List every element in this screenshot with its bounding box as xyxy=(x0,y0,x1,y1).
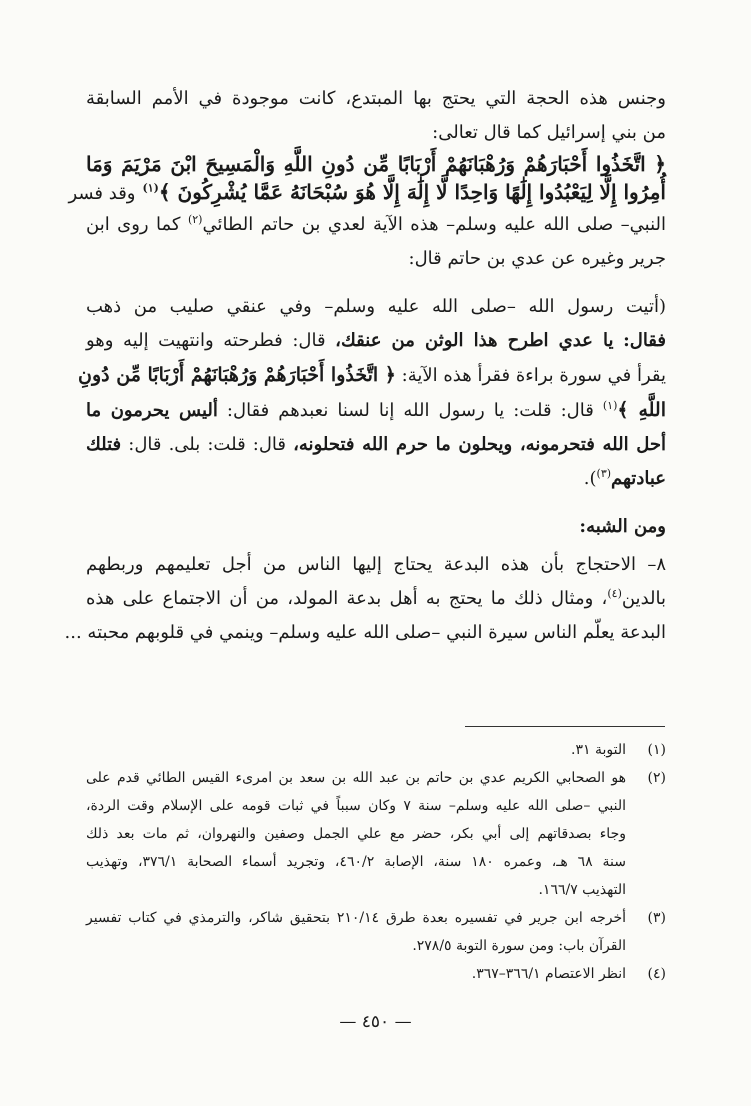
hadith-quote: فتلك xyxy=(86,434,122,455)
text-line: ٨– الاحتجاج بأن هذه البدعة يحتاج إليها الناس من أجل تعليمهم وربطهم xyxy=(86,554,666,575)
text-line: جرير وغيره عن عدي بن حاتم قال: xyxy=(408,248,666,269)
footnote-line: التوبة ٣١. xyxy=(571,742,626,758)
page-number: — ٤٥٠ — xyxy=(339,1012,412,1032)
text-fragment: ، ومثال ذلك ما يحتج به أهل بدعة المولد، من أن الاجتماع على هذه xyxy=(86,588,608,609)
text-fragment: كما روى ابن xyxy=(86,214,181,235)
hadith-quote: أليس يحرمون ما xyxy=(86,400,218,421)
footnote-number: (٢) xyxy=(647,770,666,786)
quran-verse-line xyxy=(68,178,666,208)
footnote-number: (٣) xyxy=(647,910,666,926)
hadith-quote: أحل الله فتحرمونه، ويحلون ما حرم الله فتحلونه، xyxy=(293,434,666,455)
text-fragment: فقال: xyxy=(623,330,667,351)
footnote xyxy=(86,764,666,904)
footnote-number: (٤) xyxy=(647,966,666,982)
footnote-line: النبي –صلى الله عليه وسلم– سنة ٧ وكان سبباً في ثبات قومه على الإسلام وقت الردة، xyxy=(86,798,626,814)
quran-verse-text: ﴿ اتَّخَذُوا أَحْبَارَهُمْ وَرُهْبَانَهُمْ أَرْبَابًا مِّن دُونِ xyxy=(78,364,396,386)
footnotes xyxy=(86,736,666,988)
text-fragment: قال: فطرحته وانتهيت إليه وهو xyxy=(86,330,326,351)
hadith-quote: يا عدي اطرح هذا الوثن من عنقك، xyxy=(335,330,614,351)
hadith-quote: عبادتهم xyxy=(611,468,666,489)
text-fragment: النبي– صلى الله عليه وسلم– هذه الآية لعدي بن حاتم الطائي xyxy=(202,214,667,235)
main-text xyxy=(64,82,667,650)
footnote-line: أخرجه ابن جرير في تفسيره بعدة طرق ٢١٠/١٤ بتحقيق شاكر، والترمذي في كتاب تفسير xyxy=(86,910,626,926)
text-line xyxy=(86,393,666,428)
quran-verse-text: اللَّهِ ﴾ xyxy=(617,399,666,421)
text-line xyxy=(78,358,666,393)
footnote-ref: (٤) xyxy=(607,587,622,600)
footnote-line: سنة ٦٨ هـ، وعمره ١٨٠ سنة، الإصابة ٤٦٠/٢، وتجريد أسماء الصحابة ٣٧٦/١، وتهذيب xyxy=(86,854,627,870)
footnote-ref: (٢) xyxy=(187,213,203,226)
footnote-divider xyxy=(465,726,665,727)
spacer xyxy=(86,276,666,290)
spacer xyxy=(86,496,666,510)
text-line xyxy=(86,208,666,242)
footnote xyxy=(86,904,666,960)
text-fragment: وقد فسر xyxy=(68,183,136,204)
text-line: (أتيت رسول الله –صلى الله عليه وسلم– وفي عنقي صليب من ذهب xyxy=(86,296,666,317)
footnote-ref: (٣) xyxy=(596,467,612,480)
quran-verse-line: ﴿ اتَّخَذُوا أَحْبَارَهُمْ وَرُهْبَانَهُمْ أَرْبَابًا مِّن دُونِ اللَّهِ وَالْمَسِيحَ ابْنَ مَرْيَمَ وَمَا xyxy=(86,152,666,176)
quran-verse-text: أُمِرُوا إِلَّا لِيَعْبُدُوا إِلَٰهًا وَاحِدًا لَّا إِلَٰهَ إِلَّا هُوَ سُبْحَانَهُ عَمَّا يُشْرِكُونَ ﴾ xyxy=(158,180,666,204)
footnote xyxy=(86,960,666,988)
footnote-line: التهذيب ١٦٦/٧. xyxy=(538,882,626,898)
footnote-line: انظر الاعتصام ٣٦٦/١–٣٦٧. xyxy=(471,966,626,982)
text-line: وجنس هذه الحجة التي يحتج بها المبتدع، كانت موجودة في الأمم السابقة xyxy=(86,88,666,109)
footnote-ref: (١) xyxy=(142,181,159,195)
footnote xyxy=(86,736,666,764)
text-line xyxy=(86,462,666,496)
footnote-line: القرآن باب: ومن سورة التوبة ٢٧٨/٥. xyxy=(412,938,626,954)
footnote-ref: (١) xyxy=(602,399,618,412)
text-fragment: قال: قلت: يا رسول الله إنا لسنا نعبدهم فقال: xyxy=(226,400,594,421)
section-heading: ومن الشبه: xyxy=(579,516,666,537)
text-line: البدعة يعلّم الناس سيرة النبي –صلى الله عليه وسلم– وينمي في قلوبهم محبته ... xyxy=(64,622,666,643)
text-fragment: بالدين xyxy=(621,588,666,609)
text-fragment: يقرأ في سورة براءة فقرأ هذه الآية: xyxy=(401,365,666,386)
text-line xyxy=(86,582,666,616)
text-line xyxy=(86,428,666,462)
text-line xyxy=(86,324,666,358)
text-fragment: قال: قلت: بلى. قال: xyxy=(128,434,286,455)
footnote-line: هو الصحابي الكريم عدي بن حاتم بن عبد الله بن سعد بن امرىء القيس الطائي قدم على xyxy=(86,770,626,786)
text-fragment: ). xyxy=(583,468,597,489)
footnote-number: (١) xyxy=(647,742,666,758)
footnote-line: وجاء بصدقاتهم إلى أبي بكر، حضر مع علي الجمل وصفين والنهروان، ثم مات بعد ذلك xyxy=(86,826,626,842)
text-line: من بني إسرائيل كما قال تعالى: xyxy=(432,122,666,143)
